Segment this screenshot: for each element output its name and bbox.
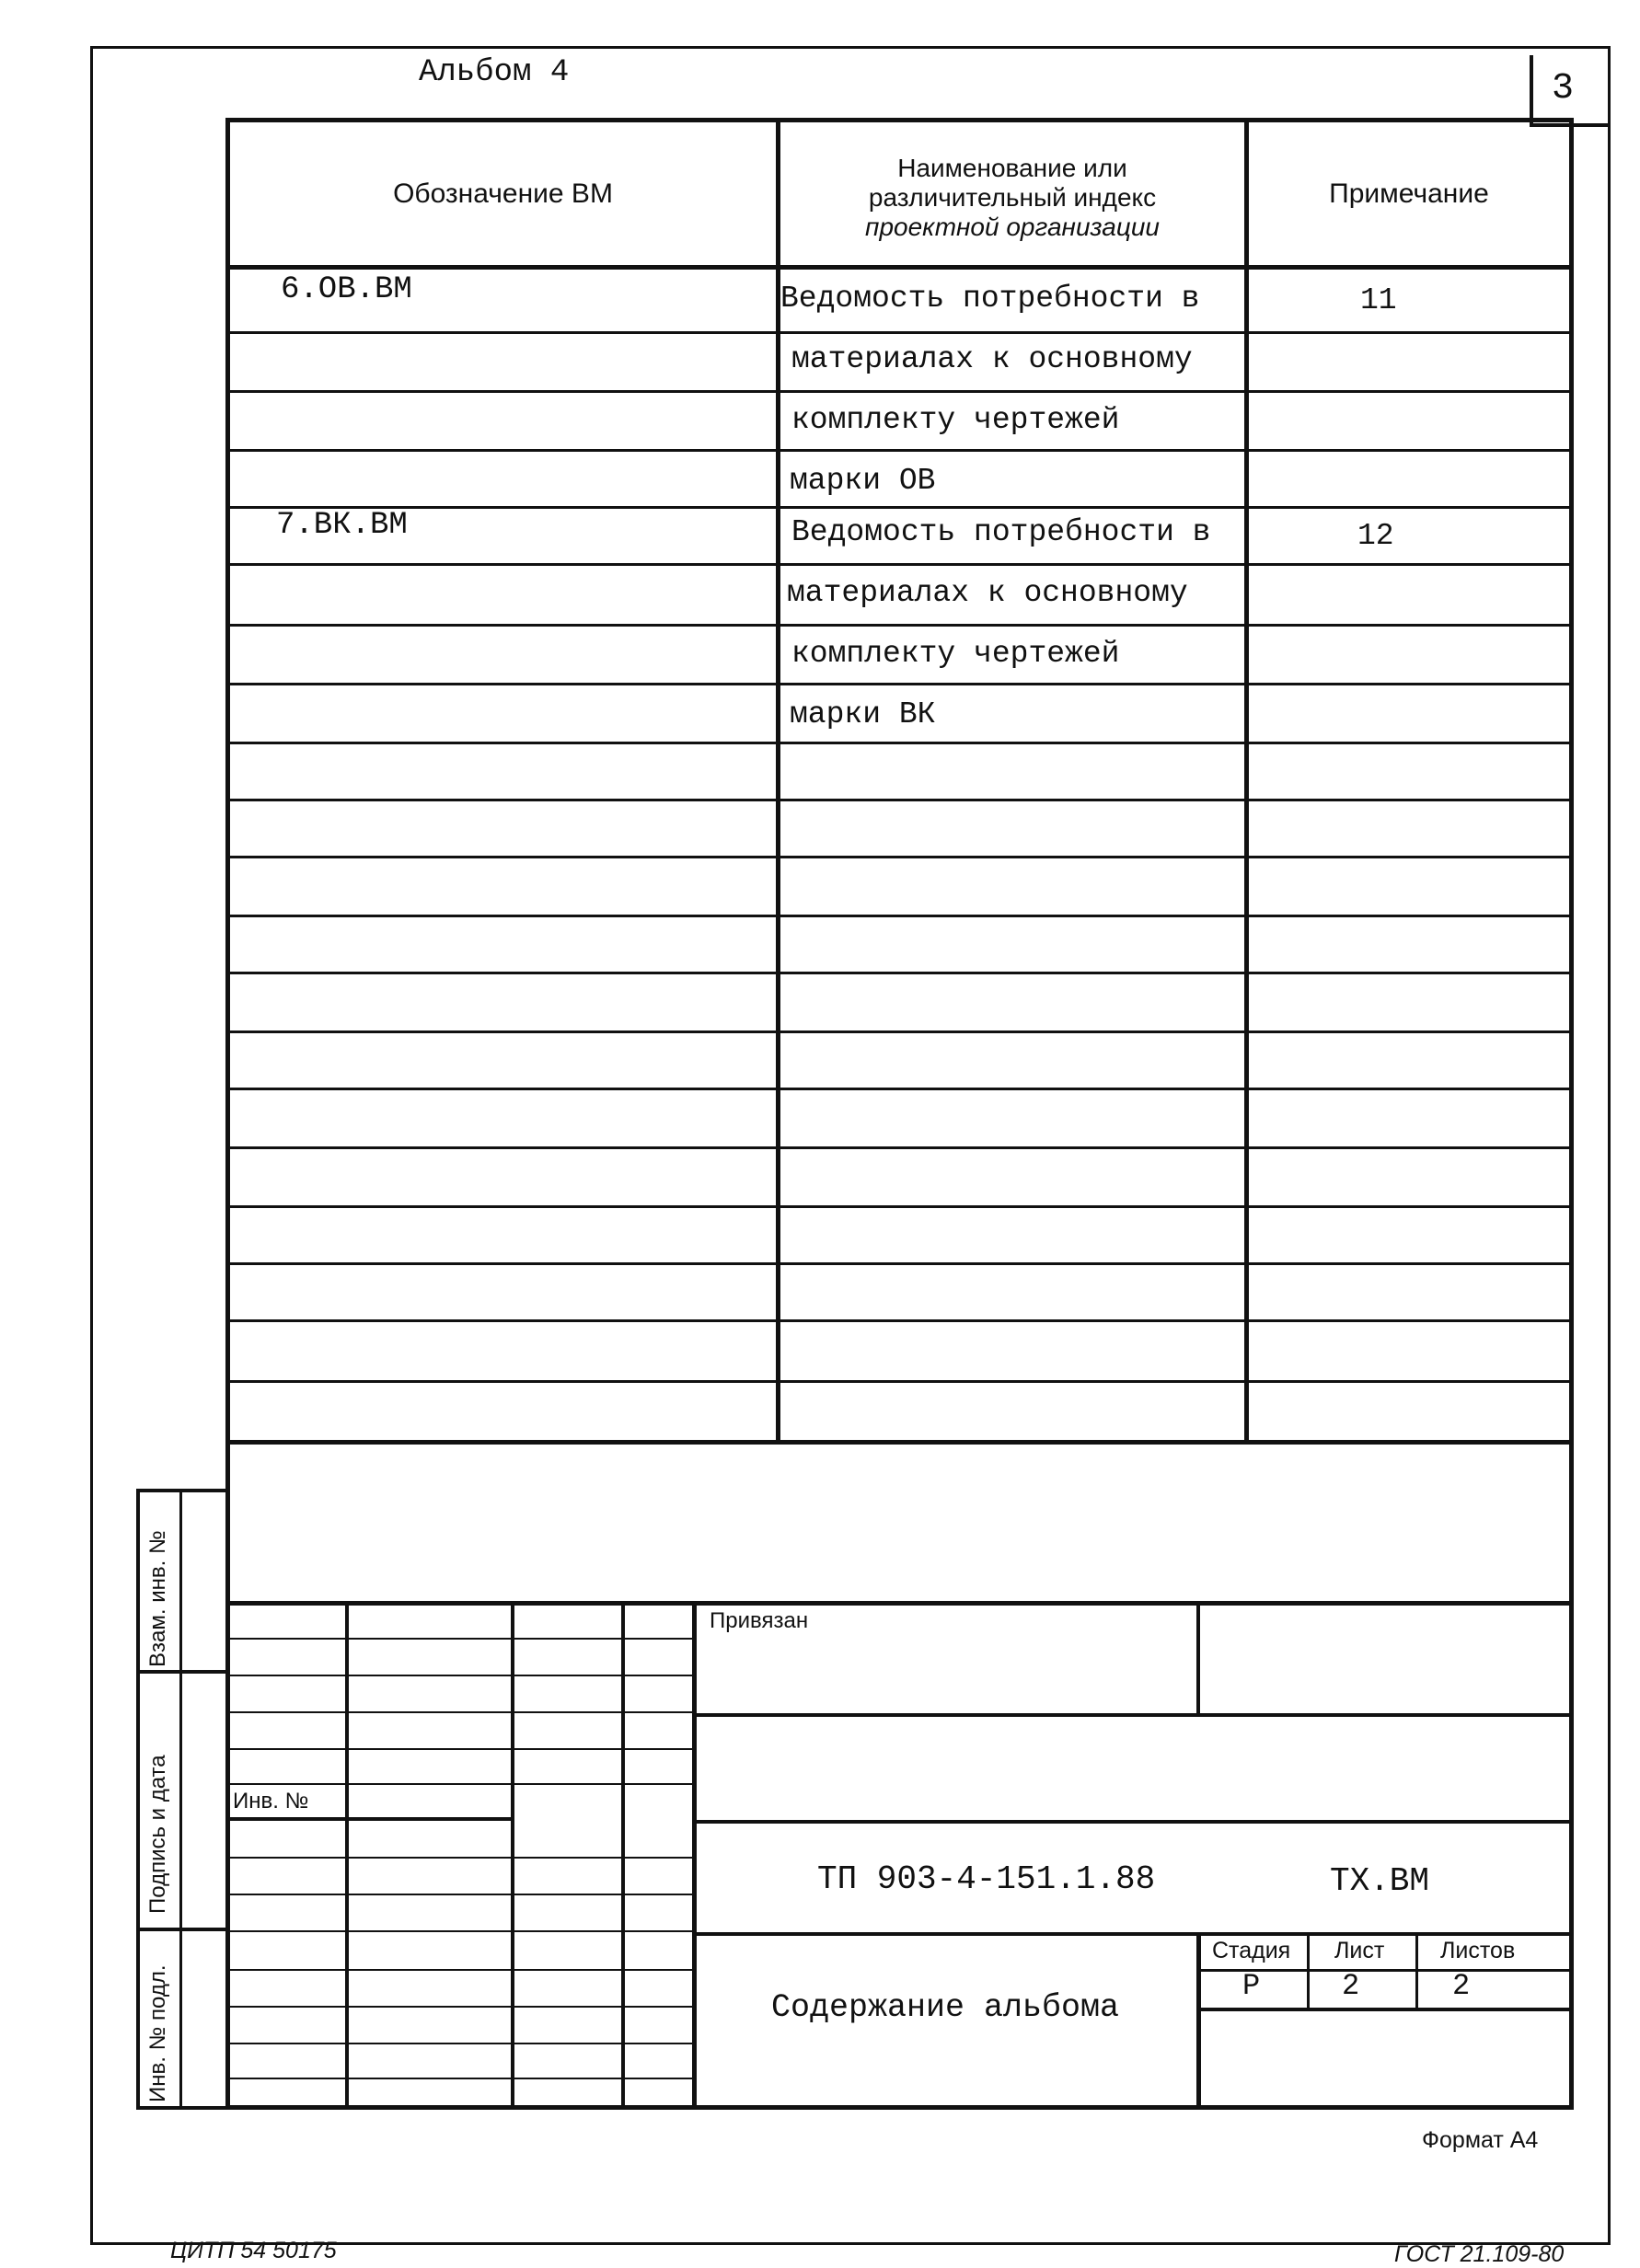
stamp-grid-line [225,1857,695,1859]
sheet-value: 2 [1342,1969,1360,2003]
standard-label: ГОСТ 21.109-80 [1394,2241,1565,2267]
entry-1-line-1: Ведомость потребности в [780,282,1200,316]
table-row-line [225,742,1574,744]
table-row-line [225,1380,1574,1383]
entry-2-line-1: Ведомость потребности в [791,515,1211,549]
col-header-name [780,147,1244,248]
sheet-label: Лист [1334,1938,1385,1963]
table-row-line [225,331,1574,334]
table-row-line [225,506,1574,509]
table-row-line [225,390,1574,393]
stage-label: Стадия [1212,1938,1291,1963]
table-row-line [225,1088,1574,1090]
stamp-grid-line [225,1894,695,1895]
entry-2-code: 7.ВК.ВМ [276,508,408,543]
table-row-line [225,563,1574,566]
col-sep-1 [776,118,780,1443]
entry-2-line-2: материалах к основному [787,576,1188,610]
side-stamp-inner [179,1489,182,2110]
col-header-name-line-3: проектной организации [865,213,1160,241]
stamp-grid-line [225,2006,695,2008]
col-header-designation: Обозначение ВМ [393,178,613,209]
entry-1-line-3: комплекту чертежей [791,403,1120,437]
table-row-line [225,1030,1574,1033]
entry-1-note: 11 [1360,283,1397,317]
tb-top [225,1601,1574,1606]
stamp-grid-line [225,2078,695,2079]
side-stamp-sep-1 [136,1670,225,1674]
tb-sep-privyazan [1196,1601,1200,1716]
stamp-grid-line [225,1638,695,1640]
inv-no-row-line [225,1817,511,1821]
entry-1-code: 6.ОВ.ВМ [281,272,412,307]
table-row-line [225,624,1574,627]
col-sep-2 [1244,118,1249,1443]
page-number: 3 [1552,68,1575,109]
table-row-line [225,799,1574,801]
stamp-grid-line [225,1930,695,1932]
album-label: Альбом 4 [419,55,570,90]
entry-2-line-4: марки ВК [790,697,936,731]
stamp-grid-line [225,1675,695,1676]
tb-sep-c [621,1601,625,2110]
tb-row-2 [692,1820,1574,1824]
col-header-name-line-1: Наименование или [897,154,1127,182]
table-row-line [225,856,1574,858]
entry-1-line-4: марки ОВ [790,464,936,498]
stamp-grid-line [225,1969,695,1971]
left-code: ЦИТП 54 50175 [170,2238,337,2263]
side-stamp-vzam-inv: Взам. инв. № [145,1530,170,1667]
col-header-name-line-2: различительный индекс [868,183,1157,212]
entry-2-line-3: комплекту чертежей [791,637,1120,671]
stamp-grid-line [225,1711,695,1713]
tb-sep-title [1196,1932,1201,2110]
stage-value: Р [1242,1969,1261,2003]
entry-2-note: 12 [1357,519,1394,553]
table-area-bottom [225,1440,1574,1445]
col-header-note: Примечание [1329,178,1489,209]
side-stamp-sep-2 [136,1928,225,1931]
doc-mark: ТХ.ВМ [1330,1862,1430,1900]
table-row-line [225,1205,1574,1208]
tb-sep-b [511,1601,514,2110]
table-row-line [225,683,1574,685]
tb-row-1 [692,1713,1574,1717]
side-stamp-inv-podl: Инв. № подл. [145,1964,170,2102]
tb-sep-a [345,1601,349,2110]
tb-stage-bottom [1196,2008,1574,2011]
stamp-grid-line [225,2043,695,2044]
sheets-value: 2 [1452,1969,1471,2003]
sheets-label: Листов [1440,1938,1516,1963]
table-row-line [225,915,1574,917]
table-row-line [225,449,1574,452]
stamp-grid-line [225,1748,695,1750]
table-row-line [225,972,1574,974]
table-row-line [225,1262,1574,1265]
table-row-line [225,1319,1574,1322]
inv-no-label: Инв. № [233,1789,309,1813]
doc-code: ТП 903-4-151.1.88 [817,1860,1156,1898]
privyazan-label: Привязан [710,1608,809,1633]
side-stamp-podpis-data: Подпись и дата [145,1755,170,1914]
entry-1-line-2: материалах к основному [791,342,1193,376]
tb-sep-main [692,1601,697,2110]
header-bottom [225,265,1574,270]
format-label: Формат А4 [1422,2127,1539,2153]
table-row-line [225,1146,1574,1149]
stamp-grid-line [225,1783,695,1785]
tb-row-3 [692,1932,1574,1936]
doc-title: Содержание альбома [771,1989,1120,2026]
